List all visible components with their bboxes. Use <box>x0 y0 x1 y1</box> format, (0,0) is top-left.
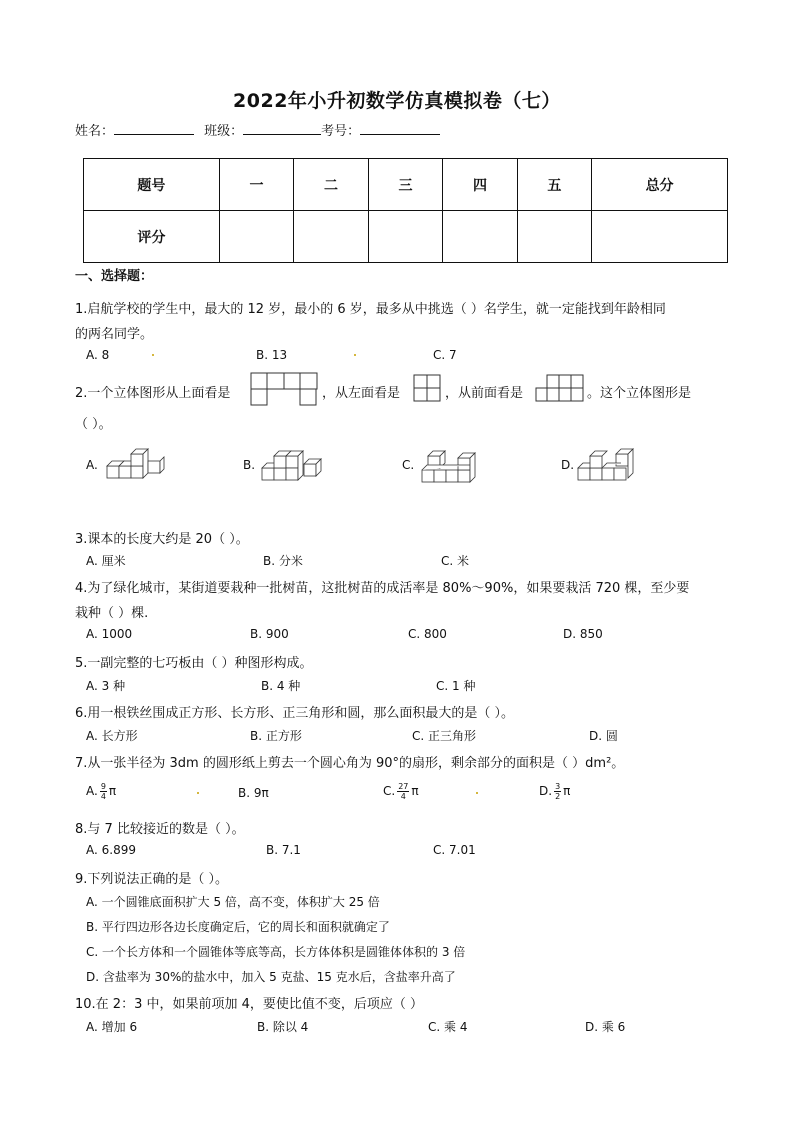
option-b[interactable]: B. <box>243 458 256 472</box>
option-b[interactable]: B. 900 <box>250 627 289 641</box>
question-5-text: 5.一副完整的七巧板由（ ）种图形构成。 <box>75 656 313 671</box>
option-b[interactable]: B. 9π <box>238 786 269 800</box>
score-header-cell: 题号 <box>84 159 220 211</box>
page-title: 2022年小升初数学仿真模拟卷（七） <box>233 90 561 112</box>
fraction <box>397 782 409 801</box>
question-1-text-cont: 的两名同学。 <box>75 327 154 342</box>
score-row <box>84 211 728 263</box>
score-header-row <box>84 159 728 211</box>
score-header-cell: 二 <box>294 159 368 211</box>
decor-dot <box>354 354 356 356</box>
question-8-text: 8.与 7 比较接近的数是（ ）。 <box>75 822 245 837</box>
name-label: 姓名： <box>75 124 115 139</box>
option-suffix: π <box>563 784 571 798</box>
option-d[interactable]: D. 圆 <box>589 729 618 743</box>
exam-no-blank[interactable] <box>360 120 440 135</box>
student-info-line <box>75 120 440 139</box>
option-a[interactable]: A. 长方形 <box>86 729 138 743</box>
fraction <box>100 782 107 801</box>
option-b[interactable]: B. 平行四边形各边长度确定后，它的周长和面积就确定了 <box>86 920 390 934</box>
fraction-numerator: 27 <box>398 782 409 791</box>
question-6-text: 6.用一根铁丝围成正方形、长方形、正三角形和圆，那么面积最大的是（ ）。 <box>75 706 515 721</box>
score-header-cell: 五 <box>517 159 591 211</box>
option-a[interactable]: A. 1000 <box>86 627 133 641</box>
option-c[interactable]: C. 7 <box>433 348 457 362</box>
fraction-denominator: 4 <box>100 792 106 801</box>
option-b-solid-figure[interactable] <box>260 444 326 484</box>
front-view-figure <box>535 374 585 402</box>
option-suffix: π <box>108 784 117 798</box>
score-row-label: 评分 <box>84 211 220 263</box>
option-b[interactable]: B. 13 <box>256 348 288 362</box>
option-prefix: A. <box>86 784 98 798</box>
option-a[interactable]: A. 6.899 <box>86 843 136 857</box>
option-c[interactable] <box>383 782 419 801</box>
option-a[interactable]: A. 3 种 <box>86 679 126 693</box>
fraction-denominator: 2 <box>555 792 561 801</box>
option-c[interactable]: C. <box>402 458 415 472</box>
score-table <box>83 158 728 263</box>
option-a[interactable]: A. 一个圆锥底面积扩大 5 倍，高不变，体积扩大 25 倍 <box>86 895 380 909</box>
option-prefix: D. <box>539 784 553 798</box>
question-2-text-left: ，从左面看是 <box>322 386 401 401</box>
section-heading: 一、选择题： <box>75 269 154 284</box>
score-header-cell: 四 <box>443 159 517 211</box>
question-3-text: 3.课本的长度大约是 20（ ）。 <box>75 532 249 547</box>
option-b[interactable]: B. 分米 <box>263 554 303 568</box>
score-cell[interactable] <box>294 211 368 263</box>
decor-dot <box>476 792 478 794</box>
question-2-text-cont: （ ）。 <box>75 417 112 432</box>
option-b[interactable]: B. 4 种 <box>261 679 301 693</box>
option-d[interactable]: D. <box>561 458 575 472</box>
question-4-text-cont: 栽种（ ）棵. <box>75 606 149 621</box>
option-d[interactable]: D. 含盐率为 30%的盐水中，加入 5 克盐、15 克水后，含盐率升高了 <box>86 970 456 984</box>
option-d[interactable] <box>539 782 570 801</box>
fraction-denominator: 4 <box>400 792 406 801</box>
option-c[interactable]: C. 正三角形 <box>412 729 477 743</box>
left-view-figure <box>413 374 441 402</box>
option-c[interactable]: C. 米 <box>441 554 470 568</box>
option-a[interactable]: A. 厘米 <box>86 554 126 568</box>
question-9-text: 9.下列说法正确的是（ ）。 <box>75 872 229 887</box>
fraction-numerator: 9 <box>100 782 106 791</box>
option-b[interactable]: B. 7.1 <box>266 843 301 857</box>
option-a[interactable] <box>86 782 116 801</box>
score-header-cell: 三 <box>368 159 442 211</box>
option-c-solid-figure[interactable] <box>420 444 486 484</box>
score-cell[interactable] <box>219 211 293 263</box>
question-2-text-front: ，从前面看是 <box>445 386 524 401</box>
question-4-text: 4.为了绿化城市，某街道要栽种一批树苗，这批树苗的成活率是 80%～90%，如果要栽活 720 棵，至少要 <box>75 581 690 596</box>
decor-dot <box>152 354 154 356</box>
fraction <box>554 782 561 801</box>
score-header-cell: 一 <box>219 159 293 211</box>
option-c[interactable]: C. 800 <box>408 627 447 641</box>
option-d[interactable]: D. 850 <box>563 627 603 641</box>
option-a[interactable]: A. 增加 6 <box>86 1020 138 1034</box>
score-header-cell: 总分 <box>592 159 728 211</box>
option-b[interactable]: B. 除以 4 <box>257 1020 309 1034</box>
option-d-solid-figure[interactable] <box>576 444 642 484</box>
class-label: 班级： <box>204 124 244 139</box>
class-blank[interactable] <box>243 120 321 135</box>
option-c[interactable]: C. 1 种 <box>436 679 476 693</box>
option-a-solid-figure[interactable] <box>105 448 165 484</box>
top-view-figure <box>250 372 318 406</box>
question-2-text: 2.一个立体图形从上面看是 <box>75 386 231 401</box>
question-10-text: 10.在 2：3 中，如果前项加 4，要使比值不变，后项应（ ） <box>75 997 424 1012</box>
option-prefix: C. <box>383 784 396 798</box>
question-7-text: 7.从一张半径为 3dm 的圆形纸上剪去一个圆心角为 90°的扇形，剩余部分的面积是（ ）dm²。 <box>75 756 625 771</box>
option-c[interactable]: C. 7.01 <box>433 843 476 857</box>
exam-no-label: 考号： <box>321 124 361 139</box>
fraction-numerator: 3 <box>555 782 561 791</box>
score-cell[interactable] <box>592 211 728 263</box>
option-c[interactable]: C. 乘 4 <box>428 1020 468 1034</box>
option-c[interactable]: C. 一个长方体和一个圆锥体等底等高，长方体体积是圆锥体体积的 3 倍 <box>86 945 466 959</box>
score-cell[interactable] <box>443 211 517 263</box>
question-1-text: 1.启航学校的学生中，最大的 12 岁，最小的 6 岁，最多从中挑选（ ）名学生，就一定能找到年龄相同 <box>75 302 666 317</box>
option-d[interactable]: D. 乘 6 <box>585 1020 626 1034</box>
option-b[interactable]: B. 正方形 <box>250 729 302 743</box>
score-cell[interactable] <box>368 211 442 263</box>
option-a[interactable]: A. 8 <box>86 348 110 362</box>
score-cell[interactable] <box>517 211 591 263</box>
decor-dot <box>197 792 199 794</box>
name-blank[interactable] <box>114 120 194 135</box>
option-suffix: π <box>411 784 419 798</box>
option-a[interactable]: A. <box>86 458 98 472</box>
question-2-text-end: 。这个立体图形是 <box>587 386 692 401</box>
